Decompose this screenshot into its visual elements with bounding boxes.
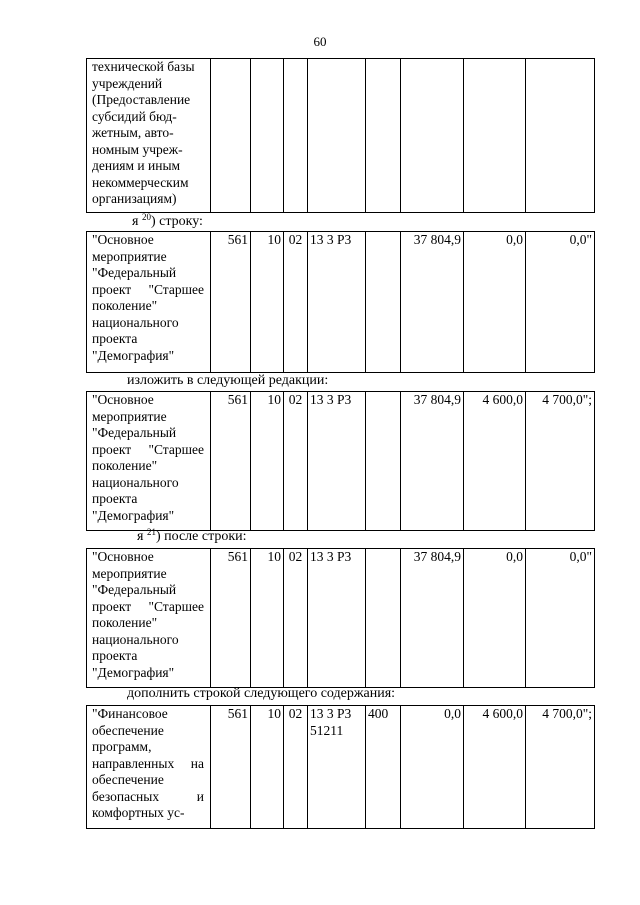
amount-cell: 4 600,0 — [464, 392, 526, 531]
table-row — [87, 706, 595, 829]
target-article-cell: 13 3 P3 — [308, 232, 366, 373]
amount-cell: 0,0" — [526, 232, 595, 373]
caption-replace-row: я $^{20}$) строку: — [132, 212, 203, 229]
caption-new-edition: изложить в следующей редакции: — [127, 373, 329, 388]
amount-cell: 4 700,0"; — [526, 706, 595, 829]
expense-type-cell: 400 — [366, 706, 401, 829]
code-cell: 561 — [211, 232, 251, 373]
amount-cell: 37 804,9 — [401, 392, 464, 531]
caption-add-row: дополнить строкой следующего содержания: — [127, 686, 396, 701]
subsection-cell: 02 — [284, 549, 308, 688]
target-article-cell: 13 3 P3 — [308, 549, 366, 688]
expense-type-cell — [366, 232, 401, 373]
empty-cell — [308, 59, 366, 213]
empty-cell — [284, 59, 308, 213]
name-line: технической базы — [92, 59, 195, 74]
table-row — [87, 59, 595, 213]
empty-cell — [366, 59, 401, 213]
subsection-cell: 02 — [284, 232, 308, 373]
name-line: дениям и иным — [92, 158, 181, 173]
code-cell: 561 — [211, 549, 251, 688]
amount-cell: 37 804,9 — [401, 549, 464, 688]
table-add-row — [86, 705, 595, 829]
empty-cell — [526, 59, 595, 213]
page-number: 60 — [313, 34, 327, 49]
target-article-line: 13 3 P3 — [310, 706, 352, 721]
amount-cell: 4 600,0 — [464, 706, 526, 829]
target-article-cell — [308, 706, 366, 829]
amount-cell: 0,0 — [464, 549, 526, 688]
amount-cell: 37 804,9 — [401, 232, 464, 373]
row-name-cell: "Финансовое обеспечение программ, направленных на обеспечение безопасных и комфортных ус- — [87, 706, 211, 829]
subsection-cell: 02 — [284, 706, 308, 829]
table-row — [87, 392, 595, 531]
empty-cell — [251, 59, 284, 213]
caption-after-row: я $^{21}$) после строки: — [137, 527, 247, 544]
code-cell: 561 — [211, 392, 251, 531]
expense-type-cell — [366, 392, 401, 531]
name-line: учреждений — [92, 75, 163, 91]
section-cell: 10 — [251, 232, 284, 373]
empty-cell — [211, 59, 251, 213]
name-line: некоммерческим — [92, 174, 189, 190]
name-line: субсидий бюд- — [92, 108, 177, 124]
name-line: жетным, авто- — [92, 125, 174, 140]
row-name-cell: "Основное мероприятие "Федеральный проект "Старшее поколение" национального проекта "Демография" — [87, 392, 211, 531]
row-name-cell: "Основное мероприятие "Федеральный проект "Старшее поколение" национального проекта "Демография" — [87, 549, 211, 688]
amount-cell: 0,0" — [526, 549, 595, 688]
empty-cell — [464, 59, 526, 213]
name-line: (Предоставление — [92, 92, 191, 107]
table-old-row — [86, 231, 595, 373]
target-article-cell: 13 3 P3 — [308, 392, 366, 531]
expense-type-cell — [366, 549, 401, 688]
table-top-fragment — [86, 58, 595, 213]
table-row — [87, 232, 595, 373]
amount-cell: 4 700,0"; — [526, 392, 595, 531]
subsection-cell: 02 — [284, 392, 308, 531]
table-new-row — [86, 391, 595, 531]
amount-cell: 0,0 — [401, 706, 464, 829]
table-after-row — [86, 548, 595, 688]
row-name-cell: "Основное мероприятие "Федеральный проект "Старшее поколение" национального проекта "Демография" — [87, 232, 211, 373]
code-cell: 561 — [211, 706, 251, 829]
section-cell: 10 — [251, 706, 284, 829]
target-article-line: 51211 — [310, 722, 344, 738]
name-line: организациям) — [92, 191, 177, 206]
table-row — [87, 549, 595, 688]
amount-cell: 0,0 — [464, 232, 526, 373]
empty-cell — [401, 59, 464, 213]
section-cell: 10 — [251, 549, 284, 688]
section-cell: 10 — [251, 392, 284, 531]
name-line: номным учреж- — [92, 141, 183, 157]
row-name-cell — [87, 59, 211, 213]
